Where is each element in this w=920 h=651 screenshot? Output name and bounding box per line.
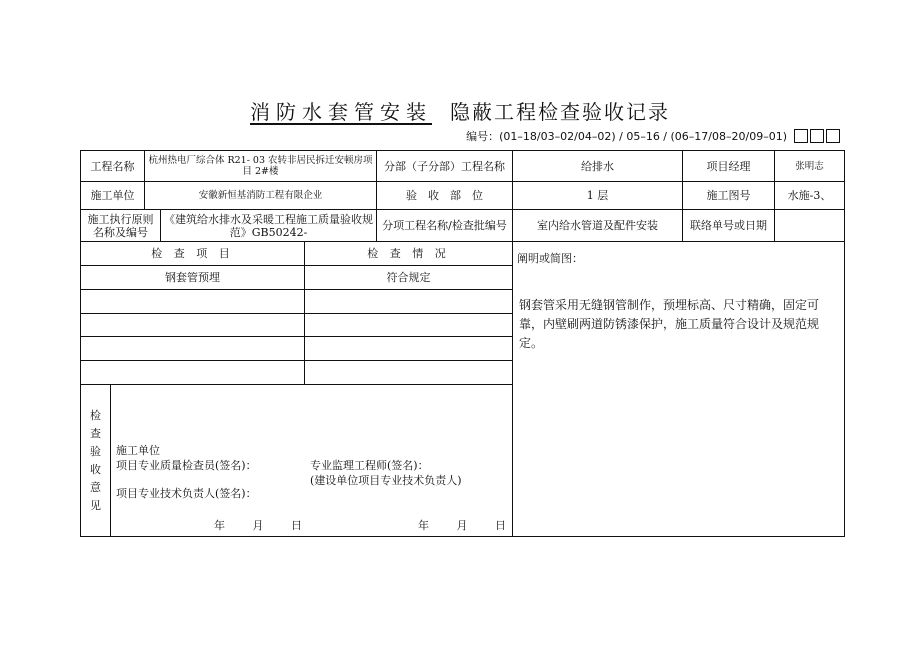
inspection-item-cell bbox=[81, 361, 305, 385]
contractor-label: 施工单位 bbox=[81, 182, 145, 210]
code-box[interactable] bbox=[810, 129, 824, 143]
document-title bbox=[0, 96, 920, 125]
item-label: 分项工程名称/检查批编号 bbox=[377, 210, 513, 242]
location-value: 1 层 bbox=[513, 182, 683, 210]
code-boxes bbox=[794, 129, 840, 143]
inspection-status-cell bbox=[305, 314, 513, 337]
standard-value: 《建筑给水排水及采暖工程施工质量验收规范》GB50242- bbox=[161, 210, 377, 242]
opinion-contractor-unit: 施工单位 bbox=[116, 444, 160, 457]
drawing-value: 水施-3、 bbox=[775, 182, 844, 210]
supervisor-date[interactable]: 年 月 日 bbox=[418, 519, 506, 532]
supervisor-signature[interactable]: 专业监理工程师(签名)： bbox=[310, 459, 429, 472]
title-main: 消防水套管安装 bbox=[250, 100, 432, 124]
contact-label: 联络单号或日期 bbox=[683, 210, 775, 242]
inspection-form bbox=[80, 150, 845, 537]
contractor-date[interactable]: 年 月 日 bbox=[214, 519, 302, 532]
opinion-char: 见 bbox=[90, 499, 101, 512]
contractor-value: 安徽新恒基消防工程有限企业 bbox=[145, 182, 377, 210]
code-label: 编号：(01–18/03–02/04–02) / 05–16 / (06–17/08–20/09–01) bbox=[466, 130, 787, 143]
tech-manager-signature[interactable]: 项目专业技术负责人(签名)： bbox=[116, 487, 257, 500]
standard-label: 施工执行原则名称及编号 bbox=[81, 210, 161, 242]
owner-note: (建设单位项目专业技术负责人) bbox=[310, 474, 462, 487]
code-box[interactable] bbox=[794, 129, 808, 143]
manager-value: 张明志 bbox=[775, 151, 844, 182]
inspection-status-cell: 符合规定 bbox=[305, 266, 513, 290]
inspection-status-cell bbox=[305, 337, 513, 361]
title-sub: 隐蔽工程检查验收记录 bbox=[450, 100, 670, 124]
opinion-char: 收 bbox=[90, 463, 101, 476]
contact-value bbox=[775, 210, 844, 242]
inspection-item-cell bbox=[81, 290, 305, 314]
inspection-status-cell bbox=[305, 361, 513, 385]
project-name-value: 杭州热电厂综合体 R21- 03 农转非居民拆迁安顿房项目 2#楼 bbox=[145, 151, 377, 182]
inspection-item-header: 检 查 项 目 bbox=[81, 242, 305, 266]
inspection-item-cell bbox=[81, 314, 305, 337]
remark-text: 钢套管采用无缝钢管制作，预埋标高、尺寸精确，固定可靠，内壁刷两道防锈漆保护，施工质量符合设计及规范规定。 bbox=[519, 298, 820, 350]
inspection-item-cell: 钢套管预埋 bbox=[81, 266, 305, 290]
subproject-value: 给排水 bbox=[513, 151, 683, 182]
opinion-char: 检 bbox=[90, 409, 101, 422]
inspection-item-cell bbox=[81, 337, 305, 361]
drawing-label: 施工图号 bbox=[683, 182, 775, 210]
opinion-char: 查 bbox=[90, 427, 101, 440]
remark-label: 阐明或简图： bbox=[517, 252, 583, 265]
inspection-status-header: 检 查 情 况 bbox=[305, 242, 513, 266]
opinion-char: 意 bbox=[90, 481, 101, 494]
project-name-label: 工程名称 bbox=[81, 151, 145, 182]
document-code bbox=[466, 128, 840, 144]
item-value: 室内给水管道及配件安装 bbox=[513, 210, 683, 242]
opinion-char: 验 bbox=[90, 445, 101, 458]
remark-area bbox=[513, 242, 844, 536]
quality-inspector-signature[interactable]: 项目专业质量检查员(签名)： bbox=[116, 459, 257, 472]
location-label: 验 收 部 位 bbox=[377, 182, 513, 210]
subproject-label: 分部（子分部）工程名称 bbox=[377, 151, 513, 182]
code-box[interactable] bbox=[826, 129, 840, 143]
opinion-vertical-label bbox=[81, 385, 111, 536]
inspection-status-cell bbox=[305, 290, 513, 314]
manager-label: 项目经理 bbox=[683, 151, 775, 182]
